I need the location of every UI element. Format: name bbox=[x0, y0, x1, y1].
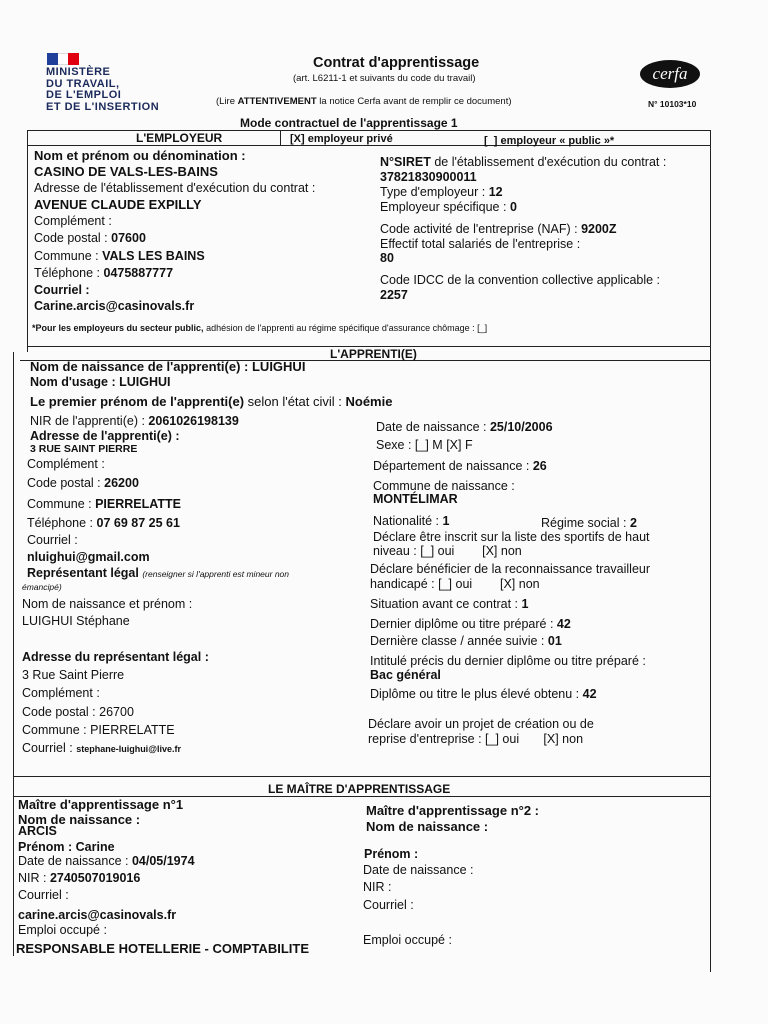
rep-postal: Code postal : 26700 bbox=[22, 705, 134, 719]
employer-specific: Employeur spécifique : 0 bbox=[380, 200, 517, 214]
apprentice-birth-date: Date de naissance : 25/10/2006 bbox=[376, 420, 553, 434]
legal-rep-label: Représentant légal (renseigner si l'apprenti est mineur non bbox=[27, 566, 289, 580]
rep-complement-label: Complément : bbox=[22, 686, 100, 700]
employer-staff-value: 80 bbox=[380, 251, 394, 265]
diploma-title-value: Bac général bbox=[370, 668, 441, 682]
last-class: Dernière classe / année suivie : 01 bbox=[370, 634, 562, 648]
apprentice-first-name: Le premier prénom de l'apprenti(e) selon l'état civil : Noémie bbox=[30, 394, 393, 409]
sex-f-checkbox[interactable]: [X] bbox=[446, 438, 462, 452]
form-subtitle: (art. L6211-1 et suivants du code du travail) bbox=[293, 73, 476, 84]
last-diploma: Dernier diplôme ou titre préparé : 42 bbox=[370, 617, 571, 631]
master1-birth-name-label: Nom de naissance : bbox=[18, 812, 141, 827]
prior-situation: Situation avant ce contrat : 1 bbox=[370, 597, 529, 611]
rep-address-label: Adresse du représentant légal : bbox=[22, 650, 209, 664]
sex-m-checkbox[interactable]: [_] bbox=[414, 438, 429, 452]
ministry-name: MINISTÈRE DU TRAVAIL, DE L'EMPLOI ET DE L'INSERTION bbox=[46, 66, 160, 113]
employer-section-title: L'EMPLOYEUR bbox=[136, 131, 223, 145]
private-checkbox[interactable]: [X] bbox=[290, 133, 305, 145]
master2-email-label: Courriel : bbox=[363, 898, 414, 912]
employer-phone: Téléphone : 0475887777 bbox=[34, 266, 174, 280]
apprentice-birth-commune-value: MONTÉLIMAR bbox=[373, 492, 458, 506]
contract-mode: Mode contractuel de l'apprentissage 1 bbox=[240, 116, 458, 130]
project-no-checkbox[interactable]: [X] bbox=[543, 732, 559, 746]
employer-postal: Code postal : 07600 bbox=[34, 231, 146, 245]
apprentice-email-value: nluighui@gmail.com bbox=[27, 550, 150, 564]
master2-job-label: Emploi occupé : bbox=[363, 933, 452, 947]
business-project-label: Déclare avoir un projet de création ou de bbox=[368, 717, 594, 731]
master2-birth-date-label: Date de naissance : bbox=[363, 863, 474, 877]
master1-birth-date: Date de naissance : 04/05/1974 bbox=[18, 854, 195, 868]
apprentice-sex: Sexe : [_] M [X] F bbox=[376, 438, 473, 452]
project-yes-checkbox[interactable]: [_] bbox=[485, 732, 499, 746]
master-section-title: LE MAÎTRE D'APPRENTISSAGE bbox=[268, 782, 451, 796]
athlete-yes-checkbox[interactable]: [_] bbox=[420, 544, 435, 558]
employer-type-private: [X] employeur privé bbox=[290, 133, 393, 145]
employer-address-label: Adresse de l'établissement d'exécution du contrat : bbox=[34, 181, 316, 195]
employer-siret-value: 37821830900011 bbox=[380, 170, 477, 184]
disability-yes-checkbox[interactable]: [_] bbox=[438, 577, 453, 591]
employer-naf: Code activité de l'entreprise (NAF) : 9200Z bbox=[380, 222, 617, 236]
master1-email-label: Courriel : bbox=[18, 888, 69, 902]
cerfa-number: N° 10103*10 bbox=[648, 99, 697, 109]
republic-flag-logo bbox=[47, 53, 79, 65]
athlete-no-checkbox[interactable]: [X] bbox=[482, 544, 498, 558]
employer-header-divider bbox=[280, 130, 281, 145]
employer-name-label: Nom et prénom ou dénomination : bbox=[34, 148, 246, 163]
apprentice-address-label: Adresse de l'apprenti(e) : bbox=[30, 429, 180, 443]
employer-email-value: Carine.arcis@casinovals.fr bbox=[34, 299, 195, 313]
master2-title: Maître d'apprentissage n°2 : bbox=[366, 803, 539, 818]
apprentice-postal: Code postal : 26200 bbox=[27, 476, 139, 490]
frame-right-line bbox=[710, 130, 711, 352]
business-project-choice: reprise d'entreprise : [_] oui [X] non bbox=[368, 732, 584, 746]
legal-rep-note: émancipé) bbox=[22, 582, 62, 592]
unemployment-checkbox[interactable]: [_] bbox=[477, 323, 488, 333]
public-sector-note: *Pour les employeurs du secteur public, adhésion de l'apprenti au régime spécifique d'assurance chômage : [_] bbox=[32, 323, 488, 333]
apprentice-regime: Régime social : 2 bbox=[541, 516, 637, 530]
apprentice-email-label: Courriel : bbox=[27, 533, 78, 547]
apprentice-birth-dept: Département de naissance : 26 bbox=[373, 459, 547, 473]
highest-diploma: Diplôme ou titre le plus élevé obtenu : 42 bbox=[370, 687, 597, 701]
rep-address-value: 3 Rue Saint Pierre bbox=[22, 668, 125, 682]
public-checkbox[interactable]: [_] bbox=[484, 135, 498, 147]
employer-name-value: CASINO DE VALS-LES-BAINS bbox=[34, 164, 218, 179]
apprentice-complement-label: Complément : bbox=[27, 457, 105, 471]
disability-label: Déclare bénéficier de la reconnaissance travailleur bbox=[370, 562, 651, 576]
employer-idcc-label: Code IDCC de la convention collective applicable : bbox=[380, 273, 661, 287]
employer-email-label: Courriel : bbox=[34, 283, 90, 297]
employer-siret-label: N°SIRET de l'établissement d'exécution du contrat : bbox=[380, 155, 667, 169]
rep-name-label: Nom de naissance et prénom : bbox=[22, 597, 193, 611]
apprentice-usage-name: Nom d'usage : LUIGHUI bbox=[30, 375, 171, 389]
apprentice-address-value: 3 RUE SAINT PIERRE bbox=[30, 443, 138, 455]
disability-no-checkbox[interactable]: [X] bbox=[499, 577, 516, 591]
form-title: Contrat d'apprentissage bbox=[313, 55, 480, 71]
master2-birth-name-label: Nom de naissance : bbox=[366, 819, 489, 834]
master1-birth-name-value: ARCIS bbox=[18, 824, 57, 838]
rep-name-value: LUIGHUI Stéphane bbox=[22, 614, 130, 628]
employer-type: Type d'employeur : 12 bbox=[380, 185, 503, 199]
master1-job-label: Emploi occupé : bbox=[18, 923, 107, 937]
employer-address-value: AVENUE CLAUDE EXPILLY bbox=[34, 197, 202, 212]
employer-commune: Commune : VALS LES BAINS bbox=[34, 249, 205, 263]
apprentice-commune: Commune : PIERRELATTE bbox=[27, 497, 181, 511]
master2-nir-label: NIR : bbox=[363, 880, 392, 894]
frame-left-line bbox=[27, 130, 28, 352]
diploma-title-label: Intitulé précis du dernier diplôme ou titre préparé : bbox=[370, 654, 646, 668]
notice-text: (Lire ATTENTIVEMENT la notice Cerfa avant de remplir ce document) bbox=[216, 96, 512, 107]
apprentice-nationality: Nationalité : 1 bbox=[373, 514, 450, 528]
apprentice-nir: NIR de l'apprenti(e) : 2061026198139 bbox=[30, 414, 239, 428]
apprentice-birth-name: Nom de naissance de l'apprenti(e) : LUIGHUI bbox=[30, 359, 306, 374]
athlete-label: Déclare être inscrit sur la liste des sportifs de haut bbox=[373, 530, 650, 544]
employer-idcc-value: 2257 bbox=[380, 288, 408, 302]
master1-job-value: RESPONSABLE HOTELLERIE - COMPTABILITE bbox=[16, 941, 309, 956]
frame-right-line-lower bbox=[710, 352, 711, 972]
athlete-choice: niveau : [_] oui [X] non bbox=[373, 544, 522, 558]
employer-type-public: [_] employeur « public »* bbox=[484, 135, 615, 147]
employer-complement-label: Complément : bbox=[34, 214, 112, 228]
master1-nir: NIR : 2740507019016 bbox=[18, 871, 141, 885]
employer-staff-label: Effectif total salariés de l'entreprise : bbox=[380, 237, 581, 251]
master1-title: Maître d'apprentissage n°1 bbox=[18, 797, 184, 812]
apprentice-birth-commune-label: Commune de naissance : bbox=[373, 479, 515, 493]
cerfa-logo: cerfa bbox=[640, 60, 700, 88]
frame-left-line-lower bbox=[13, 352, 14, 956]
master1-first-name: Prénom : Carine bbox=[18, 840, 115, 854]
apprentice-section-title: L'APPRENTI(E) bbox=[330, 347, 417, 361]
rep-commune: Commune : PIERRELATTE bbox=[22, 723, 175, 737]
master-top-line bbox=[13, 776, 710, 777]
master2-first-name-label: Prénom : bbox=[364, 847, 419, 861]
disability-choice: handicapé : [_] oui [X] non bbox=[370, 577, 540, 591]
apprentice-phone: Téléphone : 07 69 87 25 61 bbox=[27, 516, 180, 530]
master1-email-value: carine.arcis@casinovals.fr bbox=[18, 908, 177, 922]
rep-email: Courriel : stephane-luighui@live.fr bbox=[22, 741, 181, 755]
frame-top-line bbox=[27, 130, 711, 131]
